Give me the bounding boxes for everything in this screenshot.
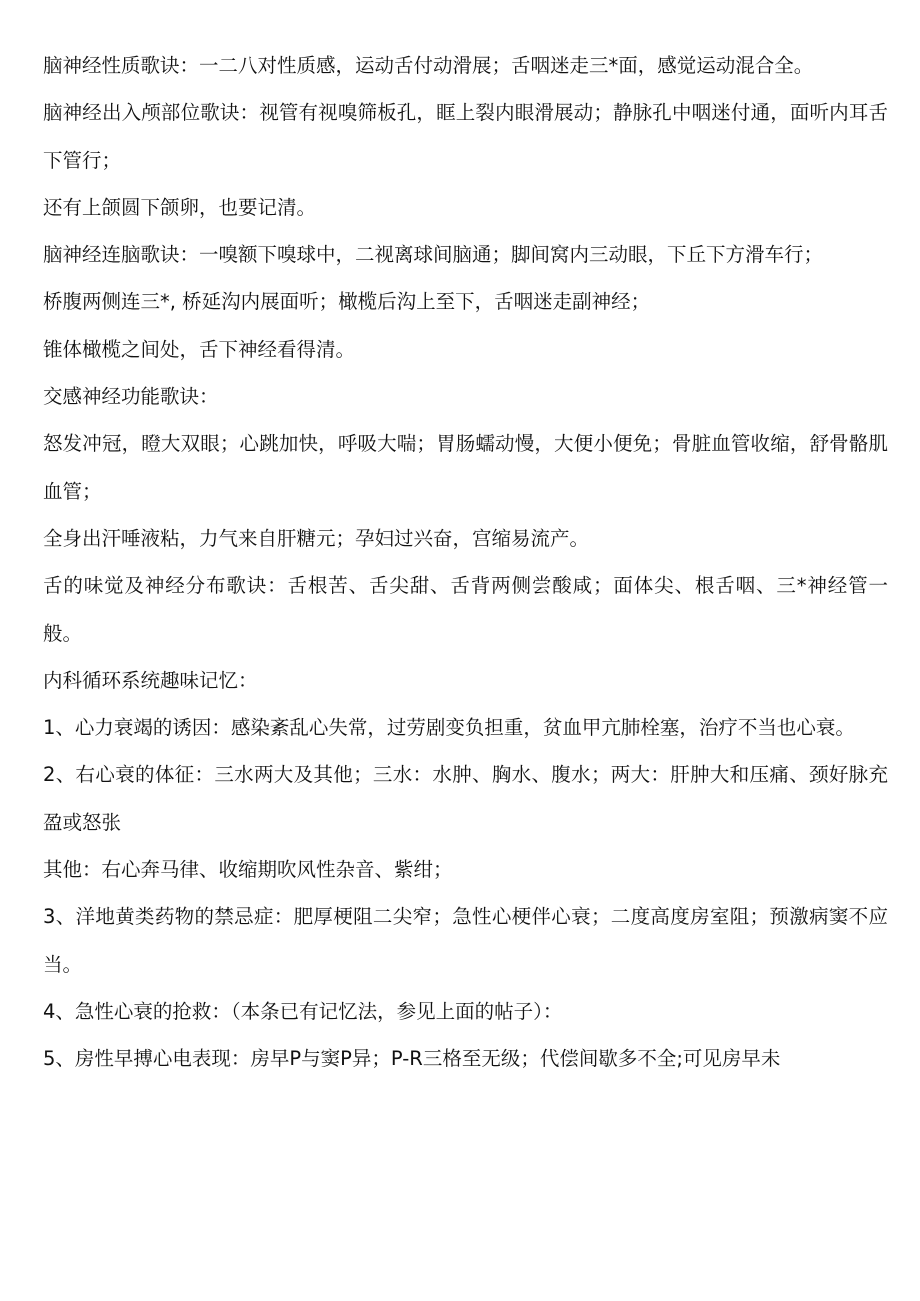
heading-sympathetic-function: 交感神经功能歌诀： [43,385,219,409]
paragraph-hypoglossal: 锥体橄榄之间处，舌下神经看得清。 [43,337,356,361]
list-item-atrial-premature-ecg: 5、房性早搏心电表现：房早P与窦P异；P-R三格至无级；代偿间歇多不全;可见房早未 [43,1047,781,1071]
list-item-right-heart-failure-signs: 2、右心衰的体征：三水两大及其他；三水：水肿、胸水、腹水；两大：肝肿大和压痛、颈好脉充盈或怒张 [43,763,888,834]
paragraph-pons-connections: 桥腹两侧连三*, 桥延沟内展面听；橄榄后沟上至下，舌咽迷走副神经； [43,290,651,314]
document-page [43,42,888,1083]
paragraph-sympathetic-effects-cont: 全身出汗唾液粘，力气来自肝糖元；孕妇过兴奋，宫缩易流产。 [43,526,590,550]
paragraph-cranial-nerve-brain-connection: 脑神经连脑歌诀：一嗅额下嗅球中，二视离球间脑通；脚间窝内三动眼，下丘下方滑车行； [43,243,824,267]
list-item-digitalis-contraindications: 3、洋地黄类药物的禁忌症：肥厚梗阻二尖窄；急性心梗伴心衰；二度高度房室阻；预激病窦不应当。 [43,905,888,976]
heading-circulatory-memory: 内科循环系统趣味记忆： [43,668,258,692]
list-item-acute-heart-failure-rescue: 4、急性心衰的抢救：（本条已有记忆法，参见上面的帖子）： [43,999,563,1023]
list-item-heart-failure-causes: 1、心力衰竭的诱因：感染紊乱心失常，过劳剧变负担重，贫血甲亢肺栓塞，治疗不当也心衰。 [43,716,855,740]
paragraph-jaw-foramina: 还有上颌圆下颌卵，也要记清。 [43,195,317,219]
paragraph-cranial-nerve-nature: 脑神经性质歌诀：一二八对性质感，运动舌付动滑展；舌咽迷走三*面，感觉运动混合全。 [43,54,814,77]
paragraph-cranial-nerve-exit-sites: 脑神经出入颅部位歌诀：视管有视嗅筛板孔，眶上裂内眼滑展动；静脉孔中咽迷付通，面听内耳舌下管行； [43,101,888,172]
paragraph-tongue-taste: 舌的味觉及神经分布歌诀：舌根苦、舌尖甜、舌背两侧尝酸咸；面体尖、根舌咽、三*神经管一般。 [43,574,888,645]
paragraph-right-heart-failure-other: 其他：右心奔马律、收缩期吹风性杂音、紫绀； [43,858,453,882]
paragraph-sympathetic-effects: 怒发冲冠，瞪大双眼；心跳加快，呼吸大喘；胃肠蠕动慢，大便小便免；骨脏血管收缩，舒骨骼肌血管； [43,432,888,503]
